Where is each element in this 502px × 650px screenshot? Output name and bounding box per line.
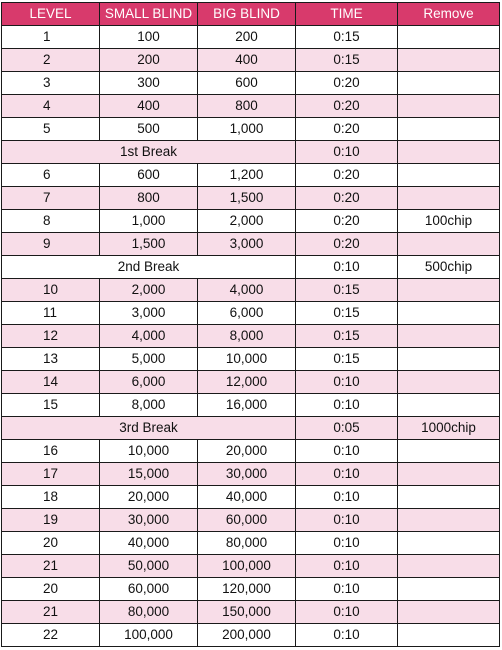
time-cell: 0:20 (296, 210, 398, 233)
table-row (2, 187, 500, 210)
big-blind-cell: 3,000 (198, 233, 296, 256)
table-row (2, 624, 500, 647)
remove-cell (398, 578, 500, 601)
small-blind-cell: 6,000 (100, 371, 198, 394)
time-cell: 0:10 (296, 256, 398, 279)
level-cell: 5 (2, 118, 100, 141)
remove-cell (398, 118, 500, 141)
level-cell: 13 (2, 348, 100, 371)
time-cell: 0:15 (296, 49, 398, 72)
table-row (2, 371, 500, 394)
table-row (2, 463, 500, 486)
break-label-cell: 3rd Break (2, 417, 296, 440)
break-row (2, 141, 500, 164)
time-cell: 0:10 (296, 532, 398, 555)
small-blind-cell: 40,000 (100, 532, 198, 555)
time-cell: 0:10 (296, 394, 398, 417)
big-blind-cell: 4,000 (198, 279, 296, 302)
time-cell: 0:20 (296, 72, 398, 95)
table-row (2, 348, 500, 371)
remove-cell (398, 141, 500, 164)
table-row (2, 164, 500, 187)
remove-cell (398, 233, 500, 256)
remove-cell (398, 486, 500, 509)
table-body (2, 26, 500, 647)
big-blind-cell: 12,000 (198, 371, 296, 394)
time-cell: 0:05 (296, 417, 398, 440)
remove-cell (398, 555, 500, 578)
small-blind-cell: 1,000 (100, 210, 198, 233)
table-row (2, 302, 500, 325)
remove-cell (398, 532, 500, 555)
time-cell: 0:15 (296, 279, 398, 302)
big-blind-cell: 200,000 (198, 624, 296, 647)
blind-structure-table (1, 2, 500, 647)
level-cell: 20 (2, 532, 100, 555)
table-row (2, 394, 500, 417)
remove-cell (398, 95, 500, 118)
small-blind-cell: 4,000 (100, 325, 198, 348)
big-blind-cell: 10,000 (198, 348, 296, 371)
table-row (2, 95, 500, 118)
header-time: TIME (296, 3, 398, 26)
level-cell: 4 (2, 95, 100, 118)
small-blind-cell: 600 (100, 164, 198, 187)
level-cell: 14 (2, 371, 100, 394)
remove-cell (398, 325, 500, 348)
level-cell: 22 (2, 624, 100, 647)
level-cell: 15 (2, 394, 100, 417)
level-cell: 3 (2, 72, 100, 95)
remove-cell: 500chip (398, 256, 500, 279)
level-cell: 6 (2, 164, 100, 187)
time-cell: 0:15 (296, 348, 398, 371)
remove-cell (398, 279, 500, 302)
small-blind-cell: 800 (100, 187, 198, 210)
small-blind-cell: 15,000 (100, 463, 198, 486)
table-row (2, 279, 500, 302)
time-cell: 0:10 (296, 141, 398, 164)
remove-cell (398, 187, 500, 210)
small-blind-cell: 30,000 (100, 509, 198, 532)
small-blind-cell: 500 (100, 118, 198, 141)
remove-cell (398, 348, 500, 371)
small-blind-cell: 100 (100, 26, 198, 49)
small-blind-cell: 80,000 (100, 601, 198, 624)
big-blind-cell: 1,000 (198, 118, 296, 141)
big-blind-cell: 100,000 (198, 555, 296, 578)
table-row (2, 486, 500, 509)
small-blind-cell: 60,000 (100, 578, 198, 601)
big-blind-cell: 6,000 (198, 302, 296, 325)
level-cell: 2 (2, 49, 100, 72)
small-blind-cell: 200 (100, 49, 198, 72)
big-blind-cell: 800 (198, 95, 296, 118)
remove-cell (398, 509, 500, 532)
remove-cell (398, 26, 500, 49)
small-blind-cell: 300 (100, 72, 198, 95)
time-cell: 0:20 (296, 233, 398, 256)
time-cell: 0:15 (296, 325, 398, 348)
table-row (2, 118, 500, 141)
time-cell: 0:20 (296, 187, 398, 210)
remove-cell (398, 394, 500, 417)
remove-cell (398, 164, 500, 187)
big-blind-cell: 400 (198, 49, 296, 72)
level-cell: 21 (2, 555, 100, 578)
table-row (2, 532, 500, 555)
small-blind-cell: 8,000 (100, 394, 198, 417)
header-small-blind: SMALL BLIND (100, 3, 198, 26)
level-cell: 19 (2, 509, 100, 532)
level-cell: 7 (2, 187, 100, 210)
table-row (2, 555, 500, 578)
break-row (2, 417, 500, 440)
remove-cell (398, 463, 500, 486)
small-blind-cell: 50,000 (100, 555, 198, 578)
table-row (2, 233, 500, 256)
big-blind-cell: 600 (198, 72, 296, 95)
remove-cell (398, 440, 500, 463)
level-cell: 21 (2, 601, 100, 624)
header-big-blind: BIG BLIND (198, 3, 296, 26)
level-cell: 17 (2, 463, 100, 486)
level-cell: 9 (2, 233, 100, 256)
big-blind-cell: 150,000 (198, 601, 296, 624)
table-row (2, 72, 500, 95)
big-blind-cell: 60,000 (198, 509, 296, 532)
small-blind-cell: 10,000 (100, 440, 198, 463)
remove-cell (398, 601, 500, 624)
time-cell: 0:10 (296, 463, 398, 486)
remove-cell (398, 302, 500, 325)
small-blind-cell: 400 (100, 95, 198, 118)
time-cell: 0:10 (296, 509, 398, 532)
time-cell: 0:20 (296, 164, 398, 187)
table-row (2, 49, 500, 72)
time-cell: 0:10 (296, 486, 398, 509)
level-cell: 16 (2, 440, 100, 463)
big-blind-cell: 40,000 (198, 486, 296, 509)
big-blind-cell: 1,500 (198, 187, 296, 210)
big-blind-cell: 200 (198, 26, 296, 49)
small-blind-cell: 2,000 (100, 279, 198, 302)
table-row (2, 578, 500, 601)
time-cell: 0:10 (296, 440, 398, 463)
table-row (2, 509, 500, 532)
level-cell: 1 (2, 26, 100, 49)
big-blind-cell: 30,000 (198, 463, 296, 486)
table-row (2, 440, 500, 463)
time-cell: 0:15 (296, 302, 398, 325)
header-remove: Remove (398, 3, 500, 26)
big-blind-cell: 80,000 (198, 532, 296, 555)
remove-cell (398, 49, 500, 72)
break-label-cell: 1st Break (2, 141, 296, 164)
small-blind-cell: 20,000 (100, 486, 198, 509)
level-cell: 20 (2, 578, 100, 601)
small-blind-cell: 3,000 (100, 302, 198, 325)
time-cell: 0:10 (296, 555, 398, 578)
time-cell: 0:10 (296, 371, 398, 394)
small-blind-cell: 100,000 (100, 624, 198, 647)
remove-cell (398, 624, 500, 647)
small-blind-cell: 5,000 (100, 348, 198, 371)
time-cell: 0:15 (296, 26, 398, 49)
table-row (2, 26, 500, 49)
small-blind-cell: 1,500 (100, 233, 198, 256)
level-cell: 18 (2, 486, 100, 509)
remove-cell (398, 72, 500, 95)
time-cell: 0:20 (296, 95, 398, 118)
time-cell: 0:10 (296, 578, 398, 601)
big-blind-cell: 16,000 (198, 394, 296, 417)
header-row (2, 3, 500, 26)
break-row (2, 256, 500, 279)
time-cell: 0:10 (296, 624, 398, 647)
remove-cell (398, 371, 500, 394)
header-level: LEVEL (2, 3, 100, 26)
level-cell: 8 (2, 210, 100, 233)
big-blind-cell: 8,000 (198, 325, 296, 348)
remove-cell: 1000chip (398, 417, 500, 440)
level-cell: 10 (2, 279, 100, 302)
table-row (2, 325, 500, 348)
table-row (2, 210, 500, 233)
big-blind-cell: 120,000 (198, 578, 296, 601)
time-cell: 0:10 (296, 601, 398, 624)
big-blind-cell: 20,000 (198, 440, 296, 463)
big-blind-cell: 2,000 (198, 210, 296, 233)
remove-cell: 100chip (398, 210, 500, 233)
level-cell: 11 (2, 302, 100, 325)
break-label-cell: 2nd Break (2, 256, 296, 279)
level-cell: 12 (2, 325, 100, 348)
big-blind-cell: 1,200 (198, 164, 296, 187)
time-cell: 0:20 (296, 118, 398, 141)
table-row (2, 601, 500, 624)
